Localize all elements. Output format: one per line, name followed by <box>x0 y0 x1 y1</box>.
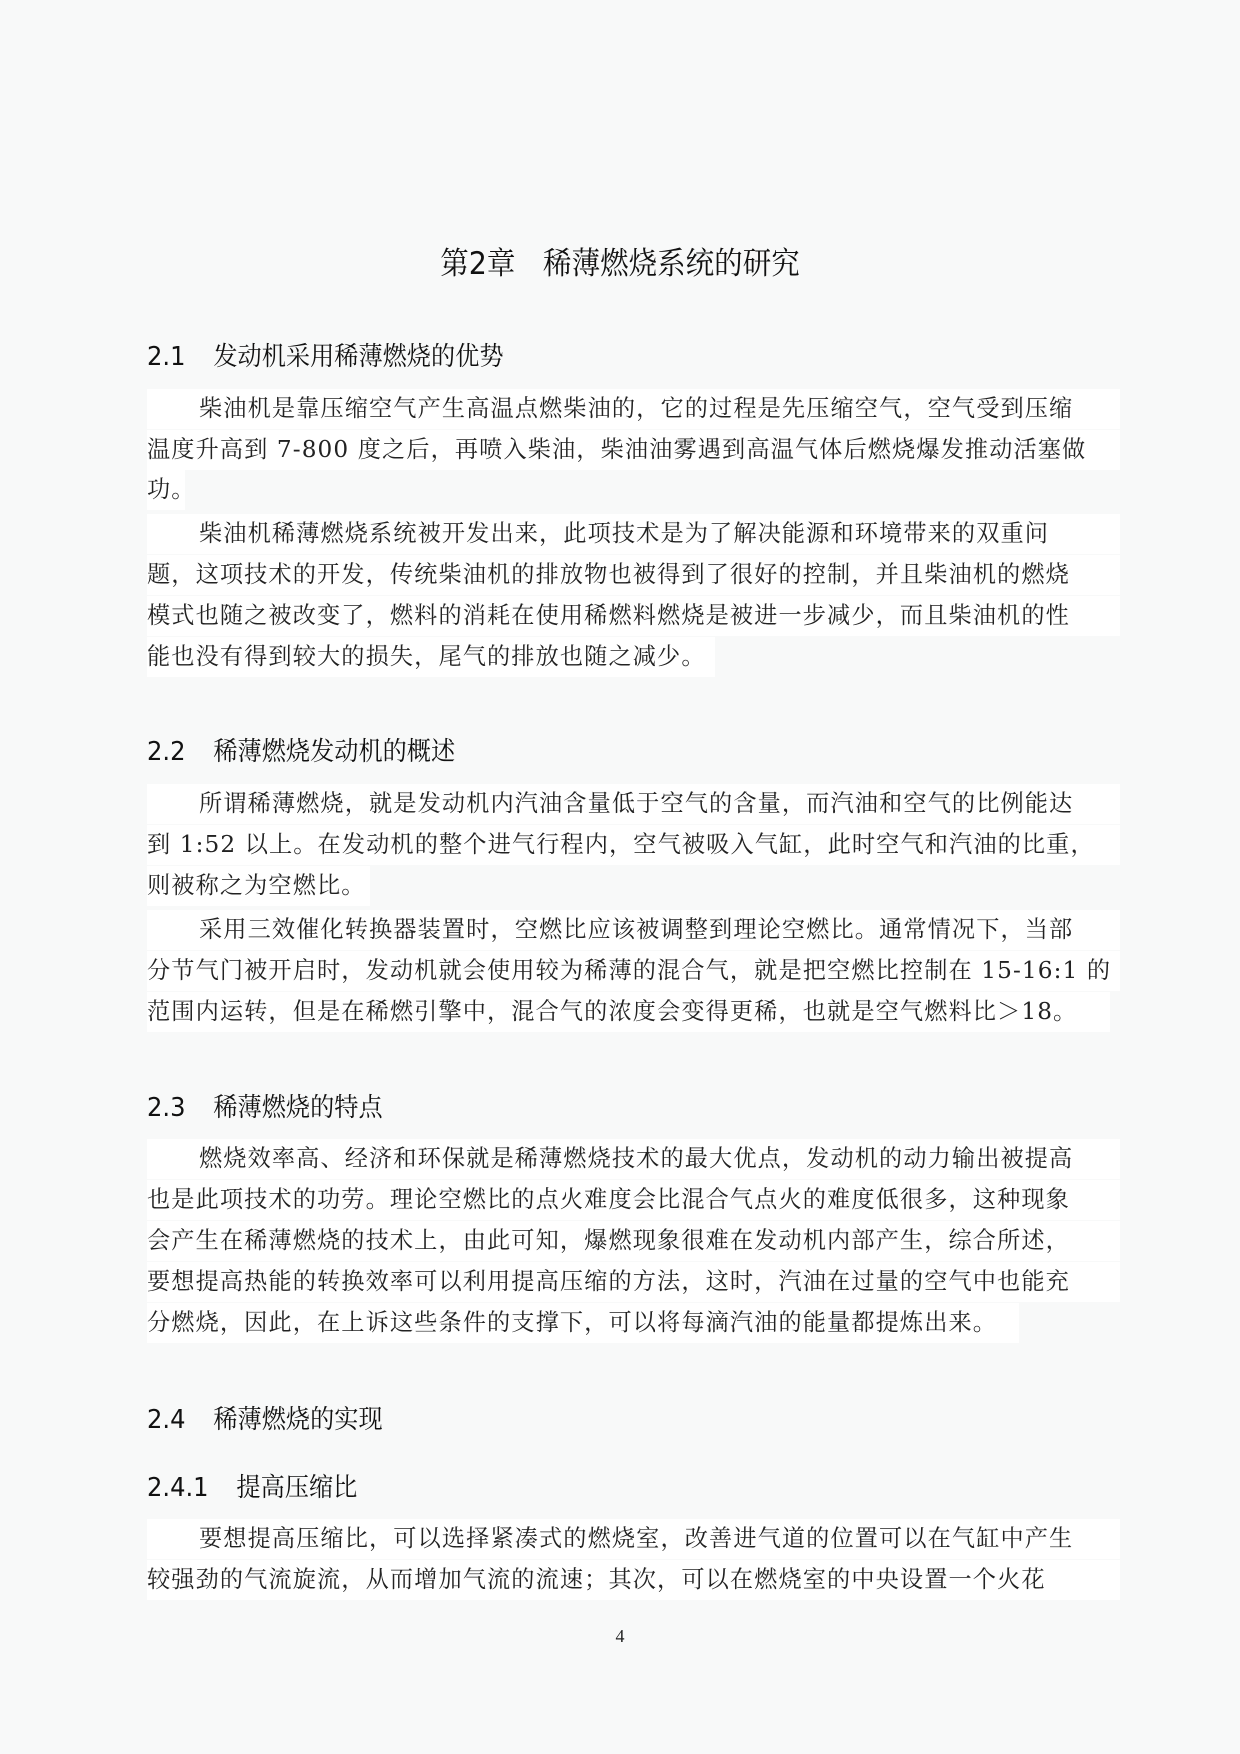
paragraph-line: 到 1:52 以上。在发动机的整个进气行程内，空气被吸入气缸，此时空气和汽油的比重， <box>147 825 1120 865</box>
section-heading-2-3: 2.3 稀薄燃烧的特点 <box>147 1093 383 1123</box>
paragraph-line: 分燃烧，因此，在上诉这些条件的支撑下，可以将每滴汽油的能量都提炼出来。 <box>147 1303 1019 1343</box>
paragraph-line: 范围内运转，但是在稀燃引擎中，混合气的浓度会变得更稀，也就是空气燃料比＞18。 <box>147 992 1110 1032</box>
paragraph-line: 较强劲的气流旋流，从而增加气流的流速；其次，可以在燃烧室的中央设置一个火花 <box>147 1560 1120 1600</box>
section-heading-2-1: 2.1 发动机采用稀薄燃烧的优势 <box>147 342 504 372</box>
paragraph-line: 要想提高压缩比，可以选择紧凑式的燃烧室，改善进气道的位置可以在气缸中产生 <box>147 1519 1120 1559</box>
paragraph-line: 能也没有得到较大的损失，尾气的排放也随之减少。 <box>147 637 715 677</box>
subsection-heading-2-4-1: 2.4.1 提高压缩比 <box>147 1473 358 1503</box>
chapter-number: 第2章 <box>440 246 516 282</box>
paragraph-line: 分节气门被开启时，发动机就会使用较为稀薄的混合气，就是把空燃比控制在 15-16:1 的 <box>147 951 1120 991</box>
section-heading-2-4: 2.4 稀薄燃烧的实现 <box>147 1405 383 1435</box>
paragraph-line: 要想提高热能的转换效率可以利用提高压缩的方法，这时，汽油在过量的空气中也能充 <box>147 1262 1120 1302</box>
section-heading-2-2: 2.2 稀薄燃烧发动机的概述 <box>147 737 456 767</box>
paragraph-line: 柴油机是靠压缩空气产生高温点燃柴油的，它的过程是先压缩空气，空气受到压缩 <box>147 389 1120 429</box>
paragraph-line: 也是此项技术的功劳。理论空燃比的点火难度会比混合气点火的难度低很多，这种现象 <box>147 1180 1120 1220</box>
paragraph-line: 题，这项技术的开发，传统柴油机的排放物也被得到了很好的控制，并且柴油机的燃烧 <box>147 555 1120 595</box>
paragraph-line: 功。 <box>147 470 185 510</box>
paragraph-line: 会产生在稀薄燃烧的技术上，由此可知，爆燃现象很难在发动机内部产生，综合所述， <box>147 1221 1120 1261</box>
paragraph-line: 燃烧效率高、经济和环保就是稀薄燃烧技术的最大优点，发动机的动力输出被提高 <box>147 1139 1120 1179</box>
chapter-title-text: 稀薄燃烧系统的研究 <box>543 246 800 282</box>
paragraph-line: 所谓稀薄燃烧，就是发动机内汽油含量低于空气的含量，而汽油和空气的比例能达 <box>147 784 1120 824</box>
paragraph-line: 则被称之为空燃比。 <box>147 866 370 906</box>
paragraph-line: 温度升高到 7-800 度之后，再喷入柴油，柴油油雾遇到高温气体后燃烧爆发推动活塞做 <box>147 430 1120 470</box>
paragraph-line: 模式也随之被改变了，燃料的消耗在使用稀燃料燃烧是被进一步减少，而且柴油机的性 <box>147 596 1120 636</box>
paragraph-line: 柴油机稀薄燃烧系统被开发出来，此项技术是为了解决能源和环境带来的双重问 <box>147 514 1120 554</box>
paragraph-line: 采用三效催化转换器装置时，空燃比应该被调整到理论空燃比。通常情况下，当部 <box>147 910 1120 950</box>
page-number: 4 <box>615 1626 625 1646</box>
chapter-title <box>50 238 1191 283</box>
